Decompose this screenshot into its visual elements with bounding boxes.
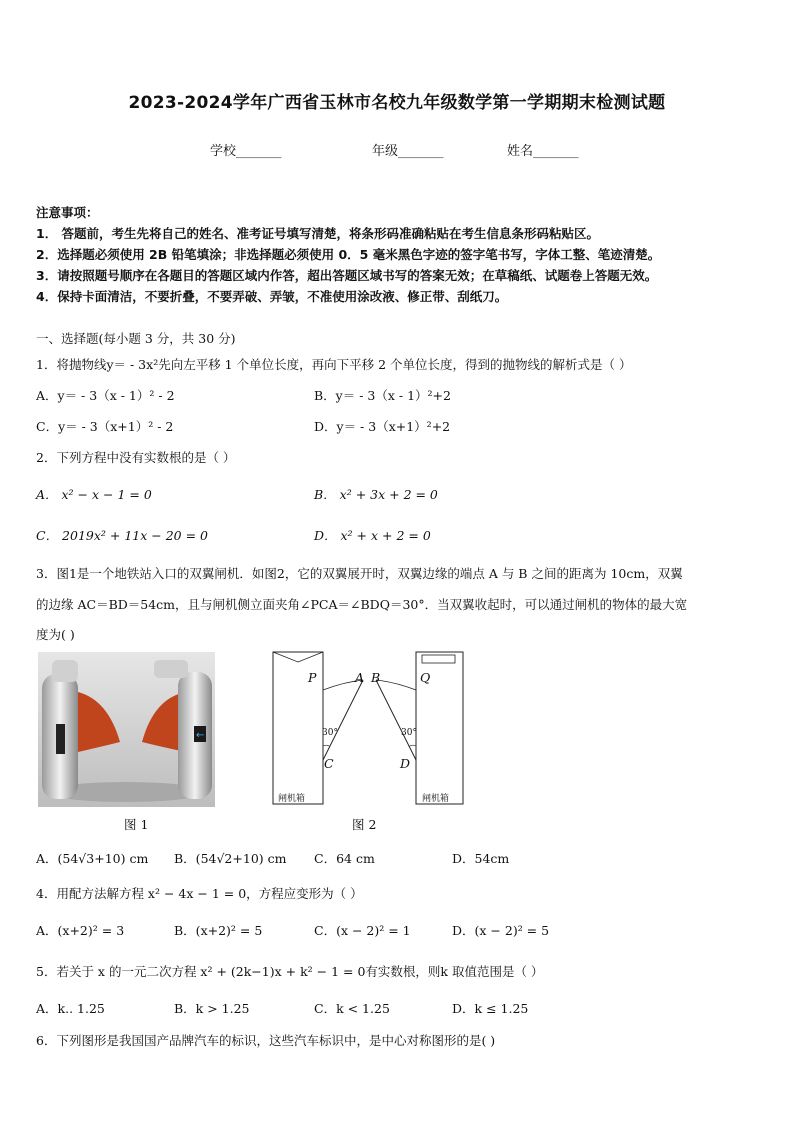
angle-label-right: 30° bbox=[401, 728, 417, 738]
q4-option-b: B．(x+2)² = 5 bbox=[174, 923, 263, 938]
question-5-stem: 5．若关于 x 的一元二次方程 x² + (2k−1)x + k² − 1 = 0有实数根，则k 取值范围是（ ） bbox=[36, 964, 544, 979]
figure-2-caption: 图 2 bbox=[352, 817, 377, 832]
figure-2-gate-diagram bbox=[266, 650, 466, 810]
question-1-stem: 1．将抛物线y＝ - 3x²先向左平移 1 个单位长度，再向下平移 2 个单位长度，得到的抛物线的解析式是（ ） bbox=[36, 357, 632, 372]
q4-option-d: D．(x − 2)² = 5 bbox=[452, 923, 550, 938]
question-3-line-2: 的边缘 AC＝BD＝54cm，且与闸机侧立面夹角∠PCA＝∠BDQ＝30°．当双翼收起时，可以通过闸机的物体的最大宽 bbox=[36, 597, 688, 612]
q1-option-a: A．y＝ - 3（x - 1）² - 2 bbox=[36, 388, 175, 403]
q4-option-c: C．(x − 2)² = 1 bbox=[314, 923, 411, 938]
point-label-c: C bbox=[324, 756, 334, 771]
gate-box-label-left: 闸机箱 bbox=[278, 794, 306, 804]
q2-option-d: D． x² + x + 2 = 0 bbox=[314, 528, 431, 543]
notice-heading: 注意事项： bbox=[36, 205, 99, 220]
q4-option-a: A．(x+2)² = 3 bbox=[36, 923, 125, 938]
q1-option-d: D．y＝ - 3（x+1）²+2 bbox=[314, 419, 451, 434]
point-label-a: A bbox=[355, 670, 365, 685]
question-3-line-3: 度为( ) bbox=[36, 627, 75, 642]
q5-option-b: B．k > 1.25 bbox=[174, 1001, 250, 1016]
grade-field: 年级_______ bbox=[372, 144, 444, 159]
q3-option-d: D．54cm bbox=[452, 851, 510, 866]
point-label-d: D bbox=[400, 756, 411, 771]
point-label-b: B bbox=[371, 670, 381, 685]
q3-option-a: A．(54√3+10) cm bbox=[36, 851, 149, 866]
q2-option-c: C． 2019x² + 11x − 20 = 0 bbox=[36, 528, 208, 543]
svg-text:←: ← bbox=[196, 730, 205, 741]
notice-item: 4．保持卡面清洁，不要折叠，不要弄破、弄皱，不准使用涂改液、修正带、刮纸刀。 bbox=[36, 289, 508, 304]
q2-option-b: B． x² + 3x + 2 = 0 bbox=[314, 487, 438, 502]
q3-option-c: C．64 cm bbox=[314, 851, 375, 866]
q5-option-c: C．k < 1.25 bbox=[314, 1001, 390, 1016]
q2-option-a: A． x² − x − 1 = 0 bbox=[36, 487, 152, 502]
gate-box-label-right: 闸机箱 bbox=[422, 794, 450, 804]
name-field: 姓名_______ bbox=[507, 144, 579, 159]
notice-item: 2．选择题必须使用 2B 铅笔填涂；非选择题必须使用 0．5 毫米黑色字迹的签字笔书写，字体工整、笔迹清楚。 bbox=[36, 247, 661, 262]
q1-option-b: B．y＝ - 3（x - 1）²+2 bbox=[314, 388, 451, 403]
angle-label-left: 30° bbox=[322, 728, 338, 738]
notice-item: 3．请按照题号顺序在各题目的答题区域内作答，超出答题区域书写的答案无效；在草稿纸、试题卷上答题无效。 bbox=[36, 268, 658, 283]
question-6-stem: 6．下列图形是我国国产品牌汽车的标识，这些汽车标识中，是中心对称图形的是( ) bbox=[36, 1033, 496, 1048]
section-heading: 一、选择题(每小题 3 分，共 30 分) bbox=[36, 331, 236, 346]
question-2-stem: 2．下列方程中没有实数根的是（ ） bbox=[36, 450, 236, 465]
page-title: 2023-2024学年广西省玉林市名校九年级数学第一学期期末检测试题 bbox=[128, 93, 666, 113]
q1-option-c: C．y＝ - 3（x+1）² - 2 bbox=[36, 419, 174, 434]
figure-1-gate-photo bbox=[38, 652, 215, 807]
question-3-line-1: 3．图1是一个地铁站入口的双翼闸机．如图2，它的双翼展开时，双翼边缘的端点 A 与 B 之间的距离为 10cm，双翼 bbox=[36, 566, 683, 581]
q5-option-d: D．k ≤ 1.25 bbox=[452, 1001, 529, 1016]
q3-option-b: B．(54√2+10) cm bbox=[174, 851, 287, 866]
point-label-q: Q bbox=[420, 670, 431, 685]
notice-item: 1． 答题前，考生先将自己的姓名、准考证号填写清楚，将条形码准确粘贴在考生信息条形码粘贴区。 bbox=[36, 226, 600, 241]
school-field: 学校_______ bbox=[210, 144, 282, 159]
question-4-stem: 4．用配方法解方程 x² − 4x − 1 = 0，方程应变形为（ ） bbox=[36, 886, 363, 901]
point-label-p: P bbox=[308, 670, 317, 685]
figure-1-caption: 图 1 bbox=[124, 817, 149, 832]
q5-option-a: A．k.. 1.25 bbox=[36, 1001, 105, 1016]
